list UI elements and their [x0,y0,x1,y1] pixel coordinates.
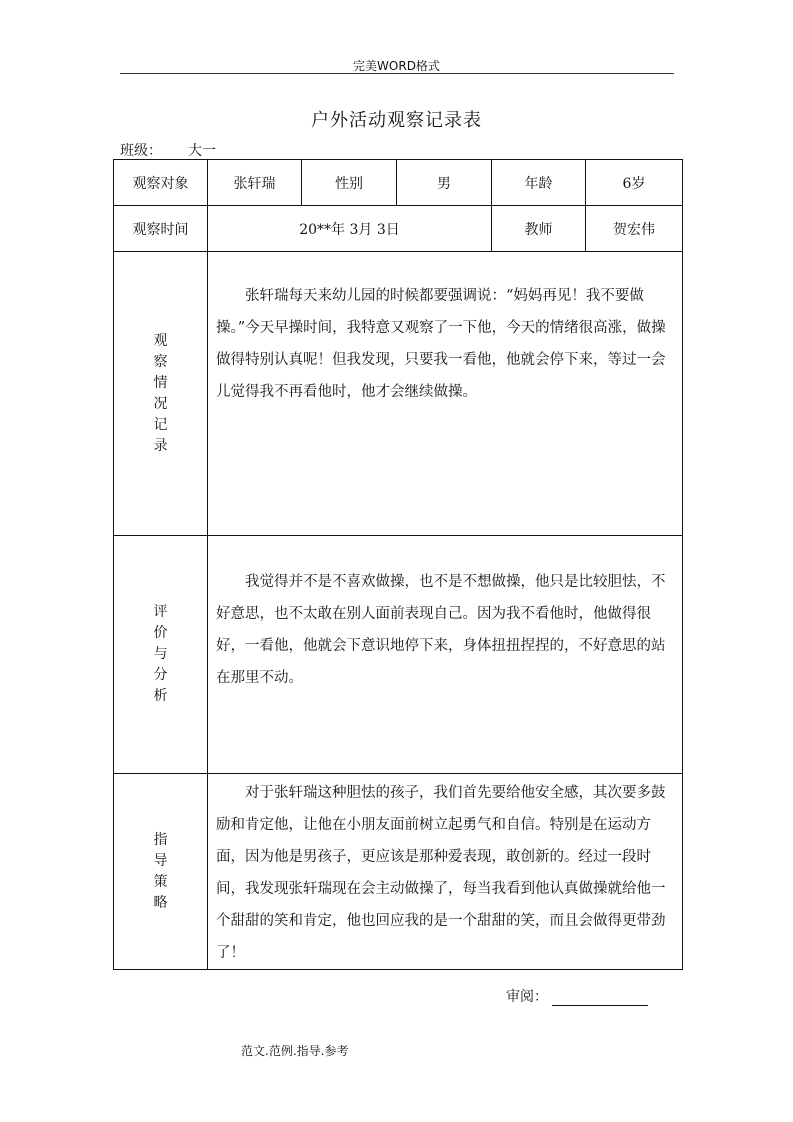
page-footer: 范文.范例.指导.参考 [241,1044,349,1058]
analysis-text-cell [208,536,683,774]
strategy-row [114,774,683,970]
teacher-label: 教师 [492,206,586,252]
subject-label: 观察对象 [114,160,208,206]
analysis-text: 我觉得并不是不喜欢做操，也不是不想做操，他只是比较胆怯，不好意思，也不太敢在别人面前表现自己。因为我不看他时，他做得很好，一看他，他就会下意识地停下来，身体扭扭捏捏的，不好意思的站在那里不动。 [216,574,666,686]
review-line [506,986,648,1006]
observation-text-cell [208,252,683,536]
gender-label: 性别 [302,160,397,206]
age-label: 年龄 [492,160,586,206]
observation-label: 观 察 情 况 记 录 [114,252,208,536]
analysis-label: 评 价 与 分 析 [114,536,208,774]
class-line [120,140,266,160]
subject-value: 张轩瑞 [208,160,302,206]
gender-value: 男 [397,160,492,206]
header-rule [120,73,674,74]
strategy-text-cell [208,774,683,970]
strategy-label: 指 导 策 略 [114,774,208,970]
time-value: 20**年 3月 3日 [208,206,492,252]
class-value: 大一 [162,143,266,160]
strategy-text: 对于张轩瑞这种胆怯的孩子，我们首先要给他安全感，其次要多鼓励和肯定他，让他在小朋友面前树立起勇气和自信。特别是在运动方面，因为他是男孩子，更应该是那种爱表现，敢创新的。经过一段时间，我发现张轩瑞现在会主动做操了，每当我看到他认真做操就给他一个甜甜的笑和肯定，他也回应我的是一个甜甜的笑，而且会做得更带劲了！ [216,785,666,961]
info-row-2 [114,206,683,252]
analysis-row [114,536,683,774]
observation-row [114,252,683,536]
page-header: 完美WORD格式 [353,59,440,73]
review-signature-blank [552,989,648,1006]
age-value: 6岁 [586,160,683,206]
observation-text: 张轩瑞每天来幼儿园的时候都要强调说：“妈妈再见！我不要做操。”今天早操时间，我特意又观察了一下他，今天的情绪很高涨，做操做得特别认真呢！但我发现，只要我一看他，他就会停下来，等过一会儿觉得我不再看他时，他才会继续做操。 [216,288,666,400]
info-row-1 [114,160,683,206]
review-label: 审阅： [506,989,548,1005]
observation-table [113,159,683,970]
class-label: 班级： [120,143,162,159]
document-title: 户外活动观察记录表 [311,110,482,131]
teacher-value: 贺宏伟 [586,206,683,252]
time-label: 观察时间 [114,206,208,252]
